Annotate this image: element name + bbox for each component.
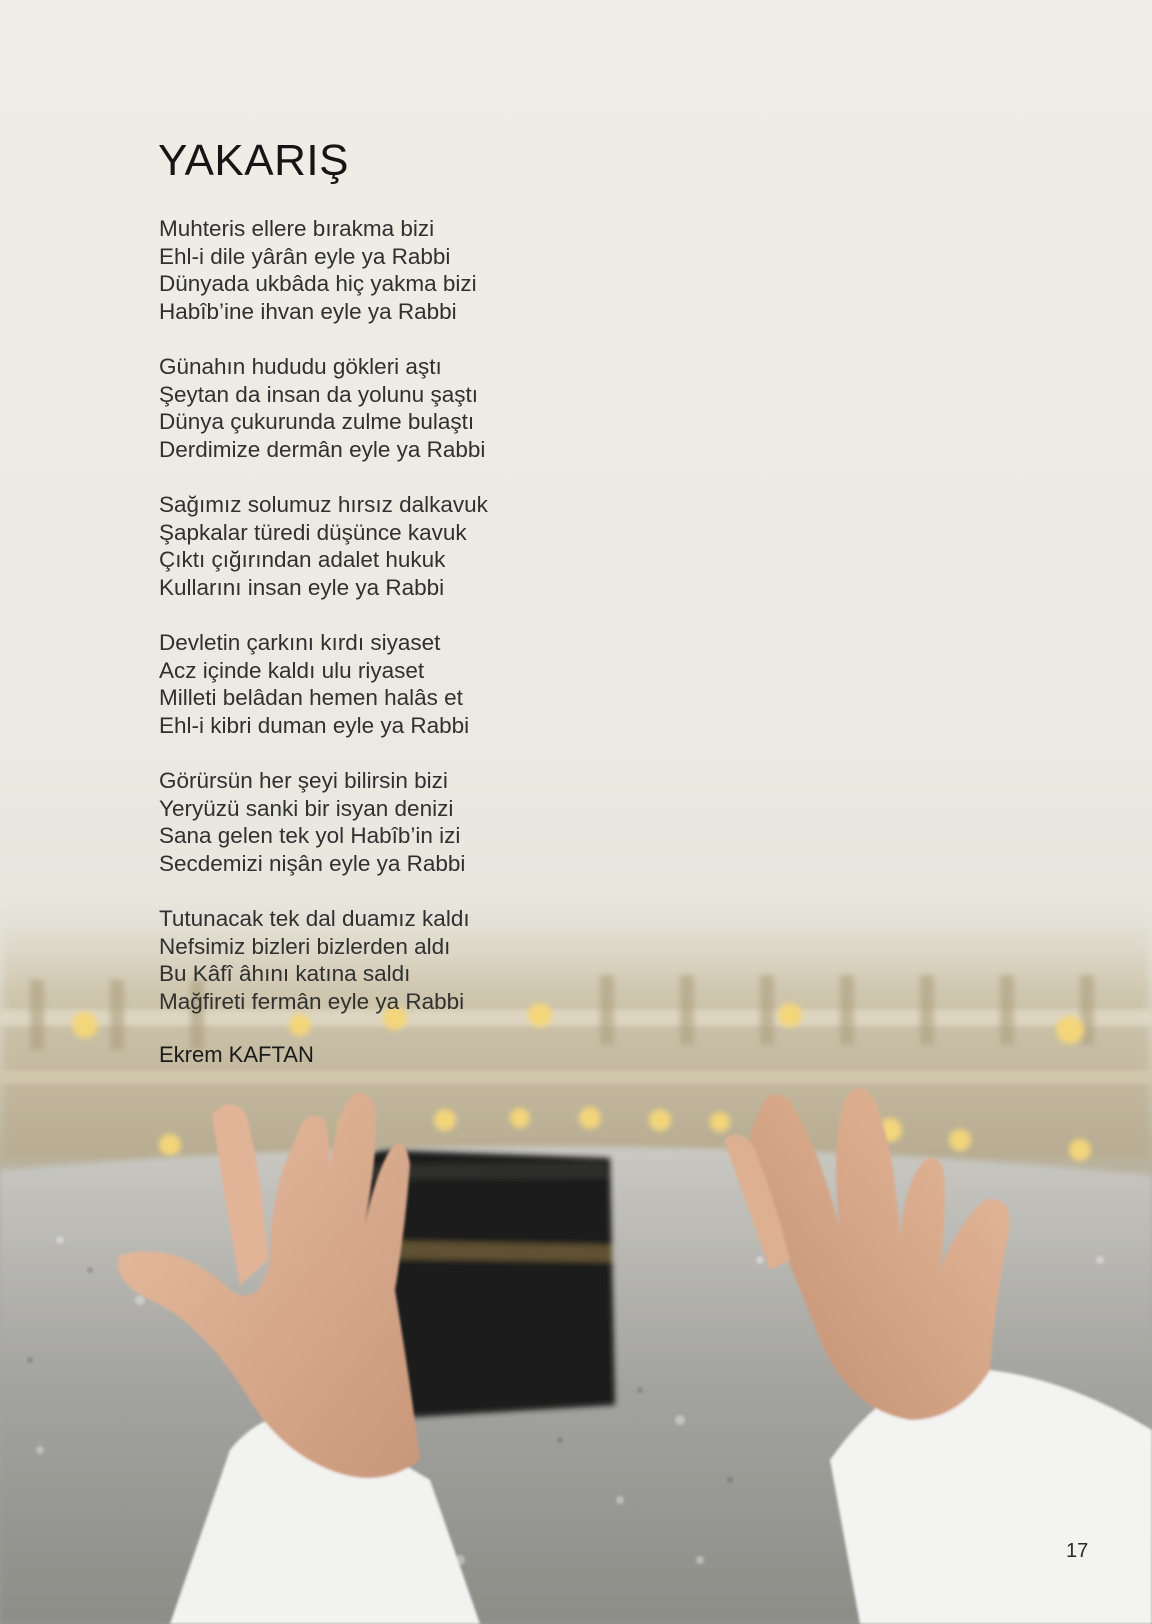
- stanza: [159, 491, 579, 601]
- poem-line: Derdimize dermân eyle ya Rabbi: [159, 436, 486, 462]
- poem-line: Sağımız solumuz hırsız dalkavuk: [159, 492, 488, 517]
- poem-line: Bu Kâfî âhını katına saldı: [159, 961, 411, 986]
- poem-line: Secdemizi nişân eyle ya Rabbi: [159, 850, 466, 876]
- poem-line: Acz içinde kaldı ulu riyaset: [159, 657, 425, 683]
- stanza: [159, 905, 579, 1015]
- poem-line: Şapkalar türedi düşünce kavuk: [159, 519, 467, 545]
- poem-line: Kullarını insan eyle ya Rabbi: [159, 574, 445, 600]
- poem-line: Muhteris ellere bırakma bizi: [159, 216, 435, 241]
- poem-body: [159, 215, 579, 1043]
- poem-line: Dünyada ukbâda hiç yakma bizi: [159, 271, 477, 296]
- poem-title: YAKARIŞ: [158, 136, 349, 185]
- poem-line: Yeryüzü sanki bir isyan denizi: [159, 795, 454, 821]
- poem-line: Ehl-i kibri duman eyle ya Rabbi: [159, 712, 470, 738]
- stanza: [159, 215, 579, 325]
- poem-line: Tutunacak tek dal duamız kaldı: [159, 906, 470, 931]
- poem-line: Milleti belâdan hemen halâs et: [159, 685, 463, 710]
- stanza: [159, 767, 579, 877]
- poem-line: Dünya çukurunda zulme bulaştı: [159, 409, 475, 434]
- poem-line: Şeytan da insan da yolunu şaştı: [159, 381, 478, 407]
- poem-line: Günahın hududu gökleri aştı: [159, 354, 442, 379]
- poem-line: Nefsimiz bizleri bizlerden aldı: [159, 933, 451, 959]
- poem-line: Ehl-i dile yârân eyle ya Rabbi: [159, 243, 451, 269]
- poem-line: Görürsün her şeyi bilirsin bizi: [159, 768, 448, 793]
- poem-line: Çıktı çığırından adalet hukuk: [159, 547, 446, 572]
- poem-line: Habîb’ine ihvan eyle ya Rabbi: [159, 298, 457, 324]
- stanza: [159, 353, 579, 463]
- page-number: 17: [1066, 1540, 1089, 1562]
- poem-line: Mağfireti fermân eyle ya Rabbi: [159, 988, 465, 1014]
- stanza: [159, 629, 579, 739]
- author-name: Ekrem KAFTAN: [159, 1042, 314, 1067]
- poem-line: Devletin çarkını kırdı siyaset: [159, 630, 441, 655]
- poem-line: Sana gelen tek yol Habîb’in izi: [159, 823, 461, 848]
